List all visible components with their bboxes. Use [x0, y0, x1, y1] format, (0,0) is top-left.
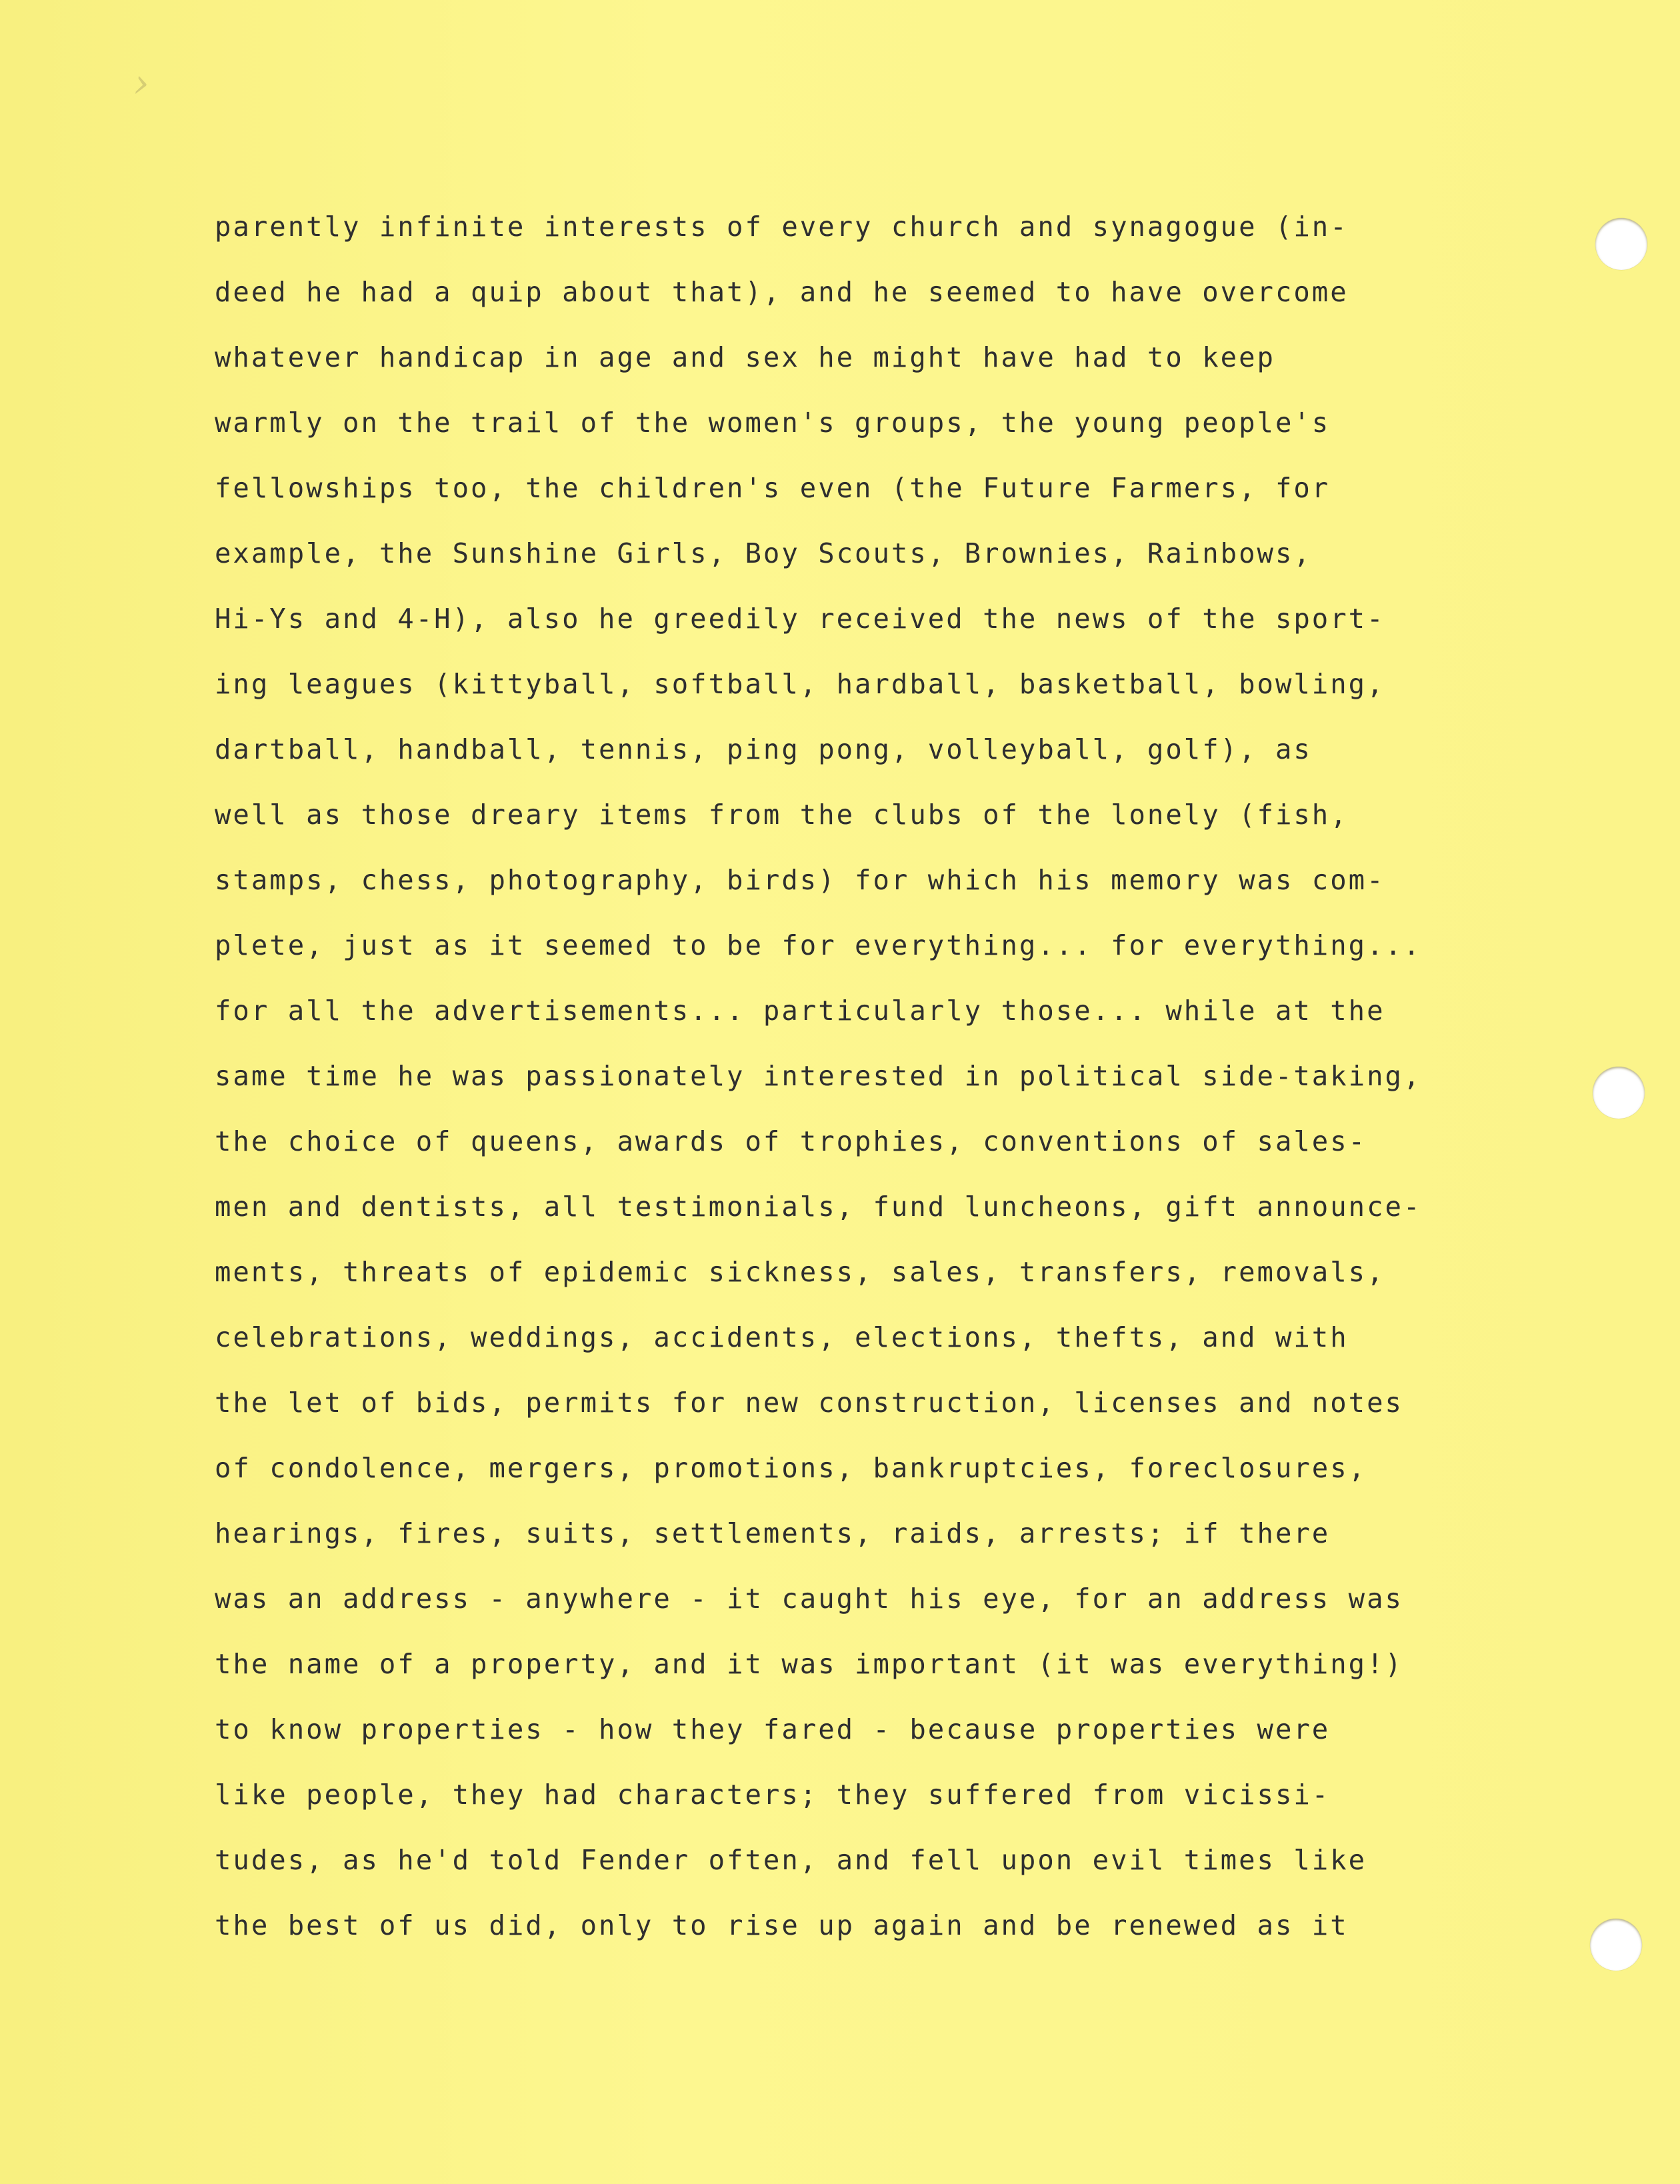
text-line: plete, just as it seemed to be for everything... for everything... [215, 929, 1422, 961]
text-line: same time he was passionately interested in political side-taking, [215, 1060, 1422, 1092]
text-line: example, the Sunshine Girls, Boy Scouts, Brownies, Rainbows, [215, 537, 1312, 569]
text-line: celebrations, weddings, accidents, elections, thefts, and with [215, 1321, 1349, 1353]
text-line: well as those dreary items from the clubs of the lonely (fish, [215, 799, 1349, 831]
text-line: to know properties - how they fared - because properties were [215, 1713, 1331, 1745]
text-line: stamps, chess, photography, birds) for which his memory was com- [215, 864, 1385, 896]
text-line: the name of a property, and it was important (it was everything!) [215, 1648, 1403, 1680]
text-line: warmly on the trail of the women's groups, the young people's [215, 407, 1331, 439]
text-line: hearings, fires, suits, settlements, raids, arrests; if there [215, 1517, 1331, 1549]
binder-hole-top [1595, 218, 1647, 270]
binder-hole-bottom [1590, 1919, 1642, 1971]
text-line: ing leagues (kittyball, softball, hardball, basketball, bowling, [215, 668, 1385, 700]
text-line: parently infinite interests of every church and synagogue (in- [215, 211, 1349, 243]
text-line: the best of us did, only to rise up again and be renewed as it [215, 1909, 1349, 1941]
faint-pencil-mark: › [133, 60, 149, 107]
text-line: the choice of queens, awards of trophies, conventions of sales- [215, 1125, 1367, 1157]
text-line: fellowships too, the children's even (the Future Farmers, for [215, 472, 1331, 504]
text-line: men and dentists, all testimonials, fund luncheons, gift announce- [215, 1191, 1422, 1223]
text-line: deed he had a quip about that), and he seemed to have overcome [215, 276, 1349, 308]
text-line: of condolence, mergers, promotions, bankruptcies, foreclosures, [215, 1452, 1367, 1484]
text-line: the let of bids, permits for new construction, licenses and notes [215, 1387, 1403, 1419]
text-line: for all the advertisements... particularly those... while at the [215, 995, 1385, 1027]
text-line: dartball, handball, tennis, ping pong, volleyball, golf), as [215, 733, 1312, 765]
text-line: whatever handicap in age and sex he might have had to keep [215, 341, 1275, 373]
text-line: like people, they had characters; they suffered from vicissi- [215, 1779, 1331, 1811]
text-line: Hi-Ys and 4-H), also he greedily received the news of the sport- [215, 603, 1385, 635]
text-line: was an address - anywhere - it caught his eye, for an address was [215, 1583, 1403, 1615]
text-line: ments, threats of epidemic sickness, sales, transfers, removals, [215, 1256, 1385, 1288]
binder-hole-middle [1593, 1067, 1645, 1119]
text-line: tudes, as he'd told Fender often, and fell upon evil times like [215, 1844, 1367, 1876]
